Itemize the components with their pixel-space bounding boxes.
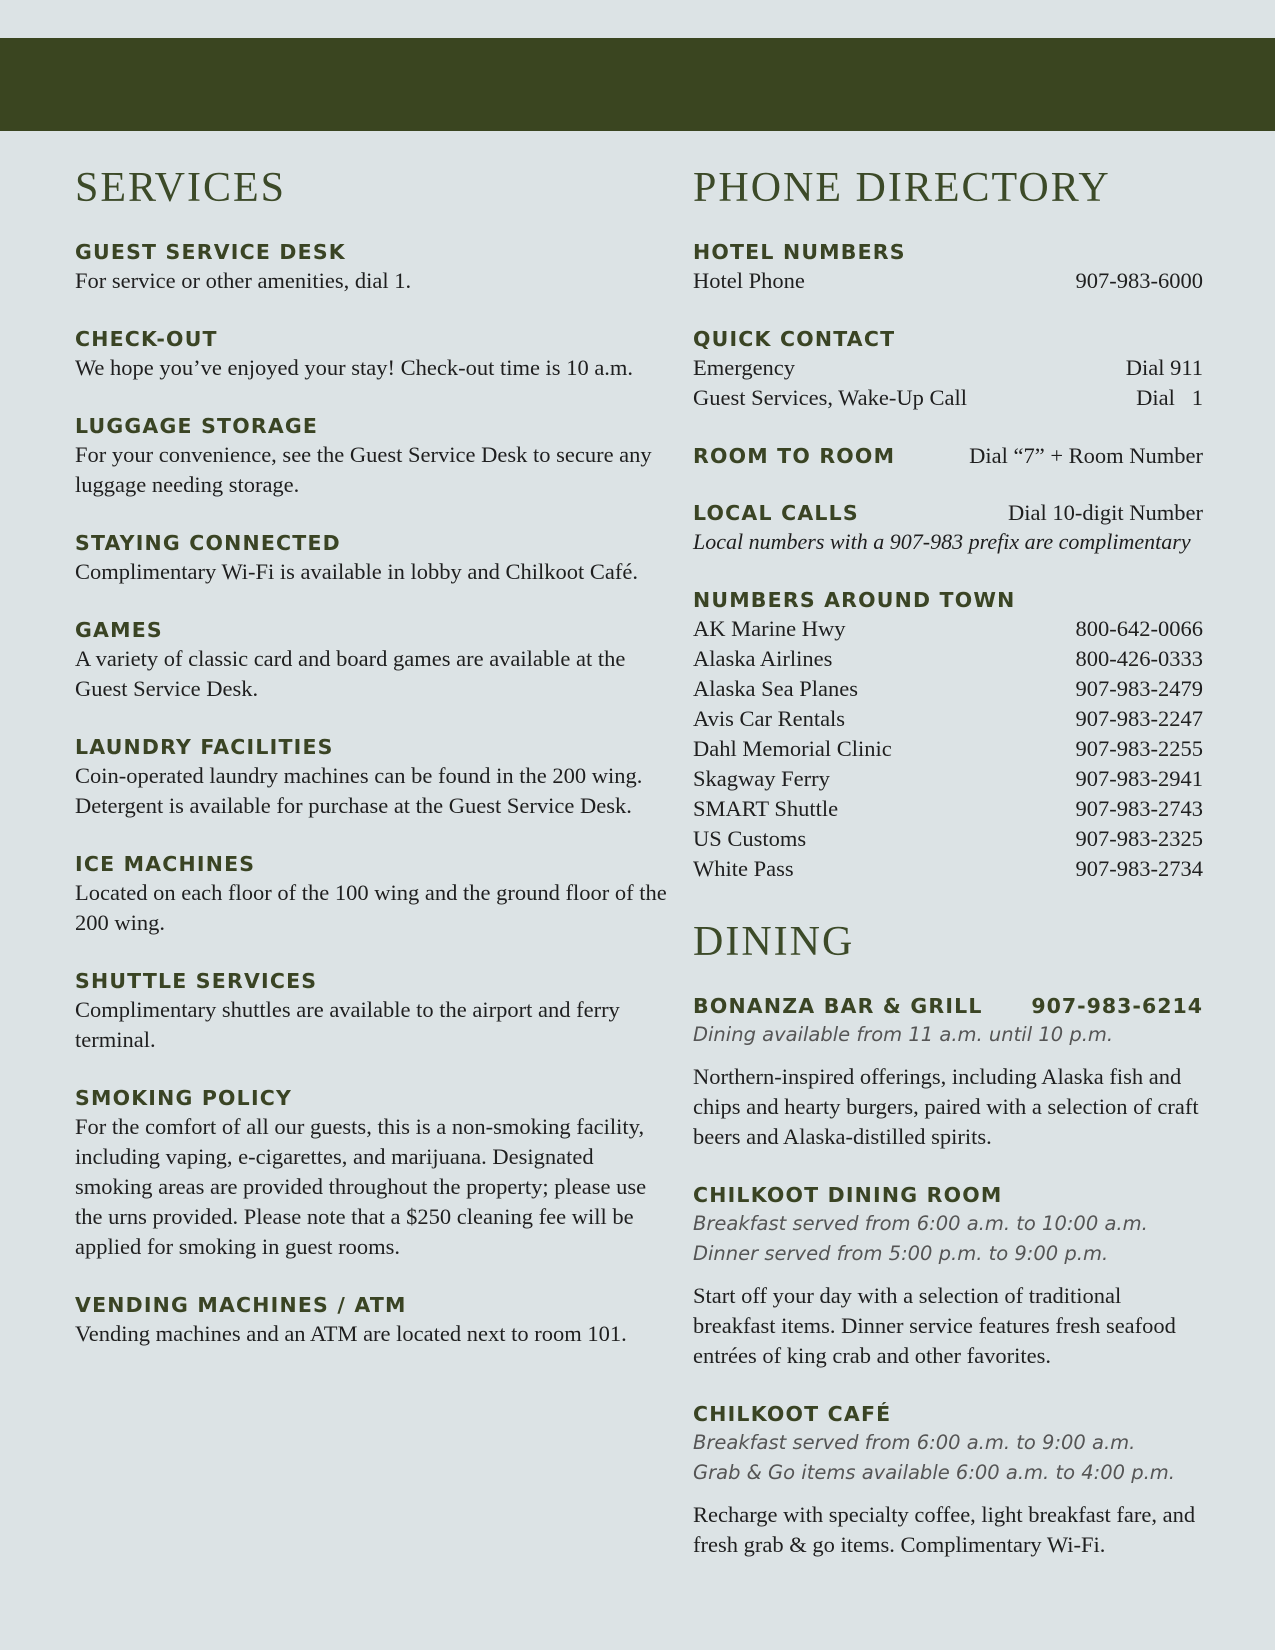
directory-row <box>693 794 1203 824</box>
directory-number: 907-983-2325 <box>1075 826 1203 851</box>
directory-label: Hotel Phone <box>693 268 805 293</box>
directory-number: 907-983-6000 <box>1075 268 1203 293</box>
dining-description: Northern-inspired offerings, including Alaska fish and chips and hearty burgers, paired with a selection of craft beers and Alaska-distilled spirits. <box>693 1064 1199 1149</box>
directory-number: 907-983-2734 <box>1075 856 1203 881</box>
directory-row <box>693 854 1203 884</box>
service-item <box>75 1291 675 1349</box>
service-item <box>75 529 675 587</box>
directory-row <box>693 614 1203 644</box>
service-text: A variety of classic card and board games are available at the Guest Service Desk. <box>75 646 626 701</box>
directory-number: 907-983-2255 <box>1075 736 1203 761</box>
directory-label: US Customs <box>693 826 807 851</box>
directory-row <box>693 353 1203 383</box>
dining-venue-header <box>693 992 1203 1020</box>
directory-label: Dahl Memorial Clinic <box>693 736 892 761</box>
service-heading: VENDING MACHINES / ATM <box>75 1293 407 1317</box>
service-heading: LUGGAGE STORAGE <box>75 414 319 438</box>
hotel-numbers-heading: HOTEL NUMBERS <box>693 240 906 264</box>
local-calls-heading: LOCAL CALLS <box>693 501 859 525</box>
service-text-secondary: Detergent is available for purchase at the Guest Service Desk. <box>75 793 632 818</box>
numbers-around-town <box>693 586 1203 884</box>
dining-hours: Dining available from 11 a.m. until 10 p.m. <box>693 1023 1114 1046</box>
directory-row <box>693 383 1203 413</box>
service-heading: GAMES <box>75 618 163 642</box>
service-item <box>75 412 675 500</box>
service-item <box>75 850 675 938</box>
service-heading: LAUNDRY FACILITIES <box>75 735 334 759</box>
directory-row <box>693 674 1203 704</box>
directory-row <box>693 266 1203 296</box>
dining-hours: Dinner served from 5:00 p.m. to 9:00 p.m. <box>693 1242 1109 1265</box>
dining-hours: Breakfast served from 6:00 a.m. to 9:00 a.m. <box>693 1431 1136 1454</box>
service-item <box>75 1084 675 1262</box>
dining-description: Start off your day with a selection of traditional breakfast items. Dinner service features fresh seafood entrées of king crab and other favorites. <box>693 1283 1176 1368</box>
service-text: For service or other amenities, dial 1. <box>75 268 412 293</box>
local-calls-value: Dial 10-digit Number <box>1008 500 1203 525</box>
directory-label: Alaska Airlines <box>693 646 833 671</box>
directory-label: Alaska Sea Planes <box>693 676 858 701</box>
town-heading: NUMBERS AROUND TOWN <box>693 588 1016 612</box>
directory-label: Guest Services, Wake-Up Call <box>693 385 967 410</box>
directory-number: 907-983-2479 <box>1075 676 1203 701</box>
service-item <box>75 325 675 383</box>
directory-number: 907-983-2247 <box>1075 706 1203 731</box>
directory-number: 800-642-0066 <box>1075 616 1203 641</box>
directory-number: 907-983-2743 <box>1075 796 1203 821</box>
service-item <box>75 733 675 821</box>
dining-title: DINING <box>693 919 855 965</box>
dining-hours: Breakfast served from 6:00 a.m. to 10:00 a.m. <box>693 1212 1148 1235</box>
service-heading: STAYING CONNECTED <box>75 531 341 555</box>
service-item <box>75 238 675 296</box>
directory-label: Skagway Ferry <box>693 766 830 791</box>
directory-label: White Pass <box>693 856 794 881</box>
directory-number: Dial 1 <box>1136 385 1203 410</box>
local-calls-row <box>693 499 1203 527</box>
directory-label: Emergency <box>693 355 796 380</box>
dining-venue-name: BONANZA BAR & GRILL <box>693 994 983 1018</box>
services-column <box>75 160 675 1378</box>
service-text: Complimentary Wi-Fi is available in lobby and Chilkoot Café. <box>75 559 638 584</box>
hotel-numbers <box>693 238 1203 296</box>
local-calls <box>693 499 1203 557</box>
header-band <box>0 38 1275 131</box>
directory-number: 907-983-2941 <box>1075 766 1203 791</box>
directory-title: PHONE DIRECTORY <box>693 165 1111 211</box>
service-item <box>75 967 675 1055</box>
service-text: Located on each floor of the 100 wing and the ground floor of the 200 wing. <box>75 880 667 935</box>
service-text: For the comfort of all our guests, this is a non-smoking facility, including vaping, e-cigarettes, and marijuana. Designated smoking areas are provided throughout the property; please use the urns provided. Please note that a $250 cleaning fee will be applied for smoking in guest rooms. <box>75 1114 647 1259</box>
dining-venue-phone: 907-983-6214 <box>1031 994 1203 1018</box>
directory-row <box>693 824 1203 854</box>
directory-label: SMART Shuttle <box>693 796 839 821</box>
dining-hours: Grab & Go items available 6:00 a.m. to 4:00 p.m. <box>693 1461 1175 1484</box>
service-item <box>75 616 675 704</box>
service-heading: GUEST SERVICE DESK <box>75 240 346 264</box>
dining-description: Recharge with specialty coffee, light breakfast fare, and fresh grab & go items. Complimentary Wi-Fi. <box>693 1502 1196 1557</box>
directory-row <box>693 734 1203 764</box>
quick-contact-heading: QUICK CONTACT <box>693 327 896 351</box>
directory-row <box>693 644 1203 674</box>
service-text: For your convenience, see the Guest Service Desk to secure any luggage needing storage. <box>75 442 652 497</box>
service-heading: ICE MACHINES <box>75 852 256 876</box>
quick-contact <box>693 325 1203 413</box>
service-heading: CHECK-OUT <box>75 327 218 351</box>
service-heading: SMOKING POLICY <box>75 1086 293 1110</box>
directory-row <box>693 764 1203 794</box>
service-text: Complimentary shuttles are available to the airport and ferry terminal. <box>75 997 620 1052</box>
service-heading: SHUTTLE SERVICES <box>75 969 318 993</box>
room-to-room-value: Dial “7” + Room Number <box>969 443 1203 468</box>
room-to-room-row <box>693 442 1203 470</box>
dining-venue-name: CHILKOOT CAFÉ <box>693 1402 892 1426</box>
directory-column <box>693 160 1203 1589</box>
local-calls-note: Local numbers with a 907-983 prefix are complimentary <box>693 529 1191 554</box>
directory-label: Avis Car Rentals <box>693 706 846 731</box>
services-title: SERVICES <box>75 165 287 211</box>
directory-number: Dial 911 <box>1125 355 1203 380</box>
dining-venue <box>693 992 1203 1152</box>
service-text: Vending machines and an ATM are located next to room 101. <box>75 1321 627 1346</box>
service-text: We hope you’ve enjoyed your stay! Check-out time is 10 a.m. <box>75 355 634 380</box>
directory-row <box>693 704 1203 734</box>
room-to-room <box>693 442 1203 470</box>
dining-venue <box>693 1181 1203 1371</box>
dining-venue-name: CHILKOOT DINING ROOM <box>693 1183 1003 1207</box>
dining-venue <box>693 1400 1203 1560</box>
service-text: Coin-operated laundry machines can be found in the 200 wing. <box>75 763 643 788</box>
directory-number: 800-426-0333 <box>1075 646 1203 671</box>
directory-label: AK Marine Hwy <box>693 616 846 641</box>
room-to-room-heading: ROOM TO ROOM <box>693 444 896 468</box>
